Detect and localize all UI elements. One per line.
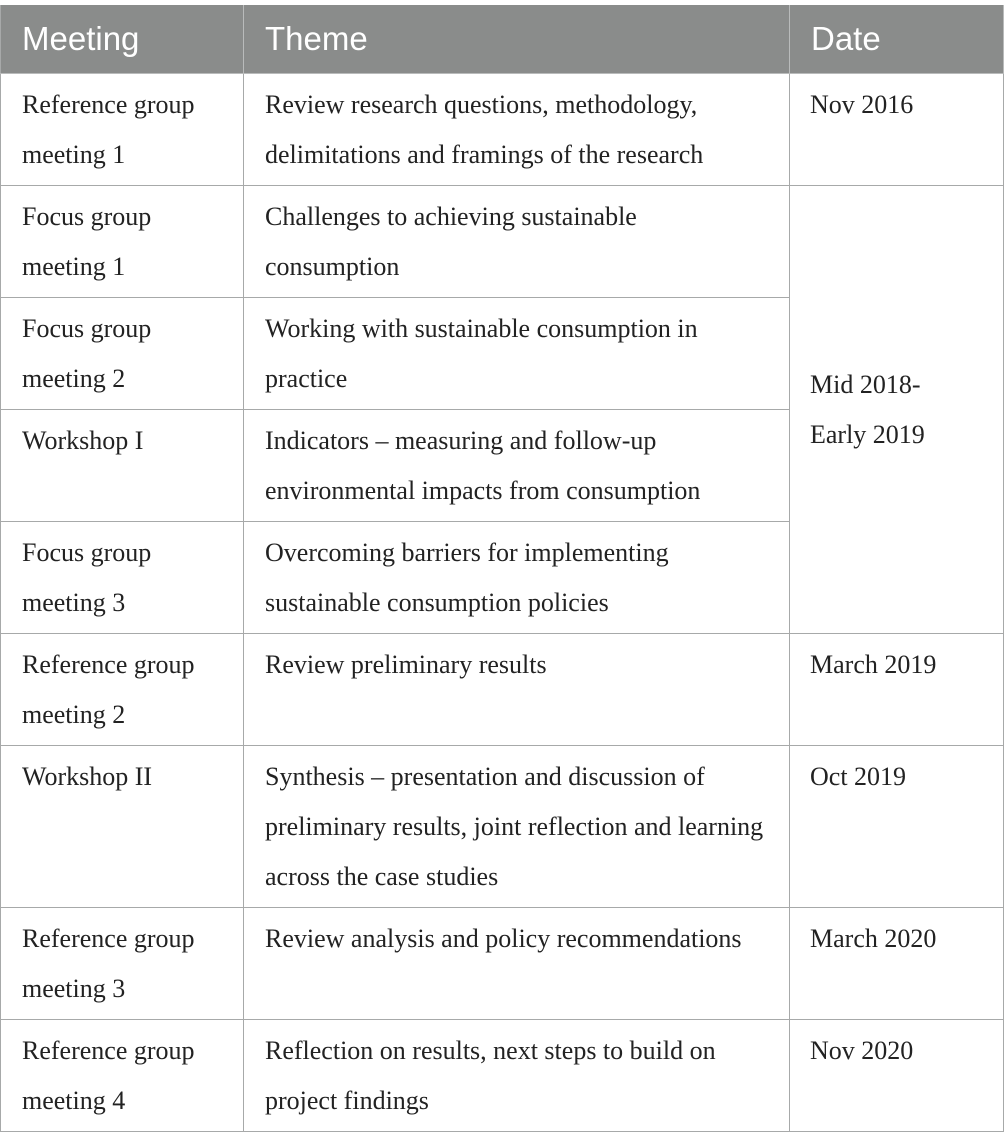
date-cell-merged <box>790 186 1004 634</box>
header-row <box>1 5 1004 74</box>
header-meeting: Meeting <box>1 5 244 74</box>
date-cell: Oct 2019 <box>790 746 1004 908</box>
table-row <box>1 908 1004 1020</box>
table-row <box>1 634 1004 746</box>
theme-cell: Review research questions, methodology, delimitations and framings of the research <box>244 74 790 186</box>
date-text: Mid 2018-Early 2019 <box>810 370 925 449</box>
meeting-cell: Reference group meeting 4 <box>1 1020 244 1132</box>
meeting-cell: Reference group meeting 3 <box>1 908 244 1020</box>
meeting-cell: Reference group meeting 2 <box>1 634 244 746</box>
theme-cell: Reflection on results, next steps to build on project findings <box>244 1020 790 1132</box>
table-row <box>1 186 1004 298</box>
meeting-cell: Workshop I <box>1 410 244 522</box>
table-row <box>1 74 1004 186</box>
header-theme: Theme <box>244 5 790 74</box>
theme-cell: Challenges to achieving sustainable consumption <box>244 186 790 298</box>
theme-cell: Review analysis and policy recommendations <box>244 908 790 1020</box>
theme-cell: Synthesis – presentation and discussion of preliminary results, joint reflection and learning across the case studies <box>244 746 790 908</box>
theme-cell: Indicators – measuring and follow-up environmental impacts from consumption <box>244 410 790 522</box>
header-date: Date <box>790 5 1004 74</box>
date-cell: March 2020 <box>790 908 1004 1020</box>
meeting-cell: Reference group meeting 1 <box>1 74 244 186</box>
table-row <box>1 1020 1004 1132</box>
meeting-cell: Focus group meeting 3 <box>1 522 244 634</box>
theme-cell: Overcoming barriers for implementing sustainable consumption policies <box>244 522 790 634</box>
date-cell: March 2019 <box>790 634 1004 746</box>
meeting-cell: Workshop II <box>1 746 244 908</box>
theme-cell: Review preliminary results <box>244 634 790 746</box>
meetings-table <box>0 5 1004 1132</box>
date-cell: Nov 2020 <box>790 1020 1004 1132</box>
table-row <box>1 746 1004 908</box>
date-cell: Nov 2016 <box>790 74 1004 186</box>
meeting-cell: Focus group meeting 2 <box>1 298 244 410</box>
meeting-cell: Focus group meeting 1 <box>1 186 244 298</box>
theme-cell: Working with sustainable consumption in practice <box>244 298 790 410</box>
